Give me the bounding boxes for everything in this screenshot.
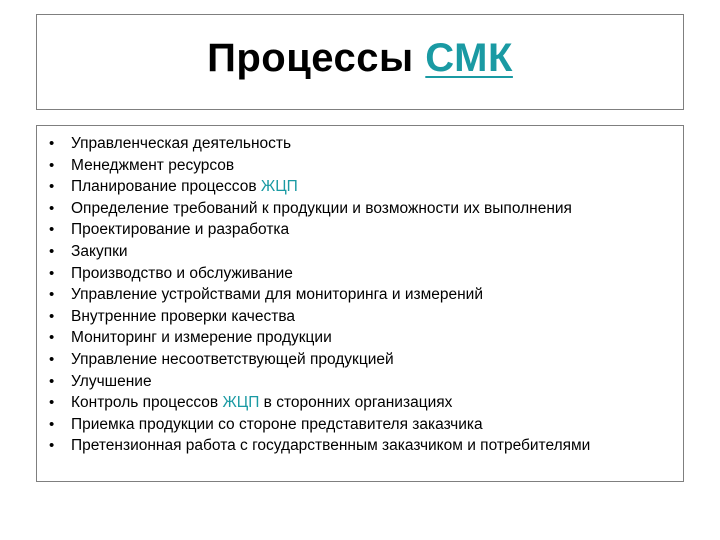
title-box [36, 14, 684, 110]
list-item [49, 327, 683, 349]
bullet-icon: • [49, 178, 55, 196]
list-item-text: Контроль процессов [71, 394, 223, 412]
list-item [49, 435, 683, 457]
list-item-text: Улучшение [71, 372, 152, 390]
content-box [36, 125, 684, 482]
list-item-text: Управленческая деятельность [71, 135, 292, 152]
list-item [49, 176, 683, 198]
bullet-icon: • [49, 350, 55, 368]
list-item [49, 219, 683, 241]
list-item-accent: ЖЦП [260, 178, 298, 196]
bullet-icon: • [49, 135, 55, 152]
bullet-icon: • [49, 372, 55, 390]
list-item-text: Внутренние проверки качества [71, 307, 296, 325]
list-item-text: Управление устройствами для мониторинга и измерений [71, 286, 483, 304]
list-item [49, 263, 683, 285]
bullet-icon: • [49, 199, 55, 217]
bullet-icon: • [49, 156, 55, 174]
list-item [49, 306, 683, 328]
title-accent: СМК [425, 35, 513, 80]
bullet-icon: • [49, 264, 55, 282]
list-item [49, 392, 683, 414]
bullet-icon: • [49, 329, 55, 347]
list-item [49, 155, 683, 177]
list-item-text: Планирование процессов [71, 178, 261, 196]
list-item [49, 241, 683, 263]
list-item [49, 371, 683, 393]
bullet-icon: • [49, 242, 55, 260]
list-item-text: Менеджмент ресурсов [71, 156, 235, 174]
title-text: Процессы [207, 35, 426, 80]
bullet-icon: • [49, 307, 55, 325]
list-item-text: Управление несоответствующей продукцией [71, 350, 394, 368]
process-list [49, 133, 683, 457]
list-item-text: Приемка продукции со стороне представителя заказчика [71, 415, 483, 433]
list-item-text-after: в сторонних организациях [259, 394, 453, 412]
bullet-icon: • [49, 286, 55, 304]
list-item-accent: ЖЦП [222, 394, 260, 412]
list-item [49, 414, 683, 436]
list-item [49, 349, 683, 371]
bullet-icon: • [49, 394, 55, 412]
list-item-text: Претензионная работа с государственным заказчиком и потребителями [71, 437, 591, 455]
list-item-text: Определение требований к продукции и возможности их выполнения [71, 199, 572, 217]
list-item-text: Мониторинг и измерение продукции [71, 329, 332, 347]
list-item [49, 284, 683, 306]
list-item-text: Закупки [71, 242, 128, 260]
list-item-text: Проектирование и разработка [71, 221, 290, 239]
bullet-icon: • [49, 437, 55, 455]
slide-title [207, 36, 513, 81]
list-item [49, 198, 683, 220]
bullet-icon: • [49, 415, 55, 433]
list-item-text: Производство и обслуживание [71, 264, 293, 282]
bullet-icon: • [49, 221, 55, 239]
list-item [49, 133, 683, 155]
